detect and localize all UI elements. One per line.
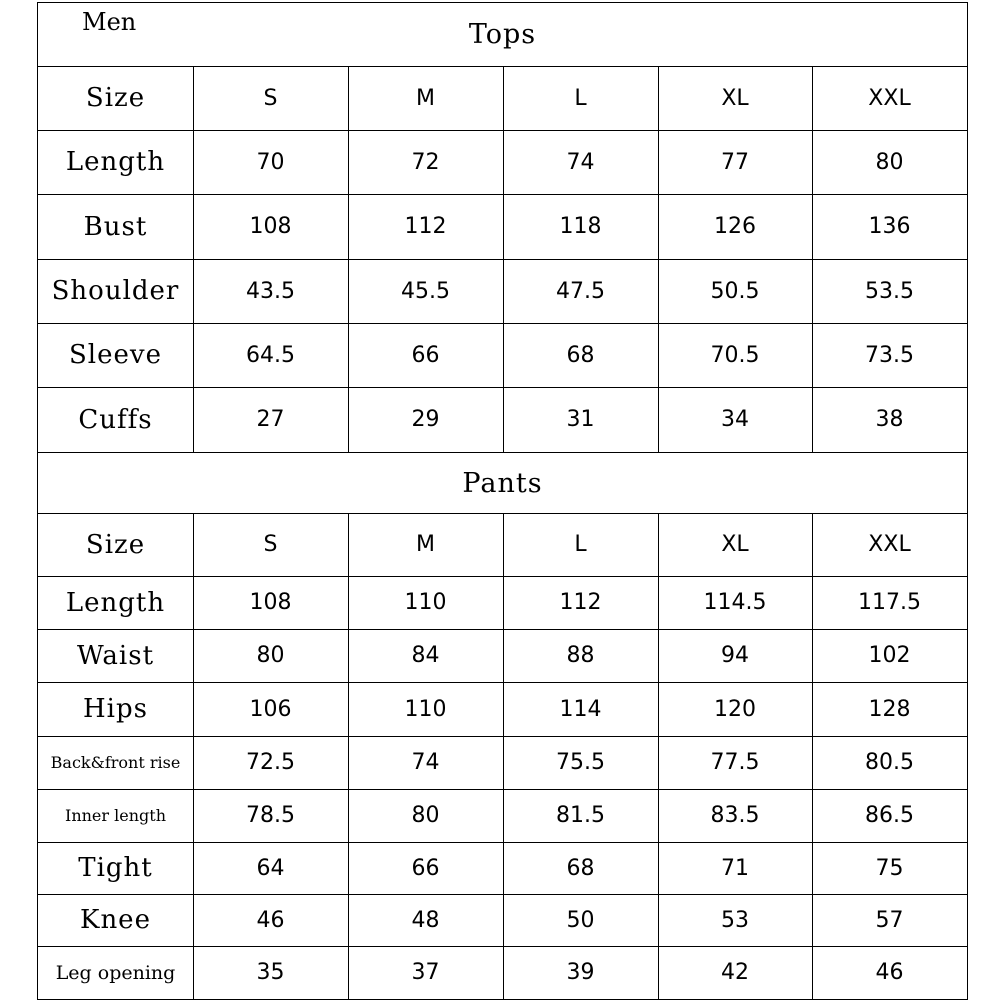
pants-cell: 80 bbox=[256, 643, 285, 668]
pants-cell: 112 bbox=[559, 590, 602, 615]
men-label: Men bbox=[82, 8, 137, 36]
pants-cell: 37 bbox=[411, 960, 440, 985]
tops-cell: 74 bbox=[566, 149, 595, 175]
column-divider bbox=[193, 66, 194, 452]
tops-cell: 45.5 bbox=[401, 278, 450, 304]
pants-cell: 110 bbox=[404, 696, 447, 722]
tops-size-xxl: XXL bbox=[868, 85, 911, 111]
tops-cell: 64.5 bbox=[246, 342, 295, 368]
pants-cell: 75.5 bbox=[556, 750, 605, 775]
tops-row-label: Length bbox=[65, 147, 166, 177]
pants-cell: 114 bbox=[559, 696, 602, 722]
tops-row-label: Shoulder bbox=[51, 276, 180, 306]
pants-cell: 57 bbox=[875, 907, 904, 933]
pants-cell: 80 bbox=[411, 803, 440, 828]
tops-cell: 70 bbox=[256, 149, 285, 175]
column-divider bbox=[503, 513, 504, 999]
size-chart bbox=[37, 2, 968, 1000]
tops-cell: 50.5 bbox=[710, 278, 760, 304]
pants-cell: 68 bbox=[566, 855, 595, 881]
pants-size-label: Size bbox=[85, 529, 146, 560]
pants-cell: 66 bbox=[411, 855, 440, 881]
pants-cell: 50 bbox=[566, 907, 595, 933]
column-divider bbox=[503, 66, 504, 452]
tops-cell: 53.5 bbox=[865, 278, 914, 304]
tops-cell: 29 bbox=[411, 407, 440, 432]
column-divider bbox=[348, 513, 349, 999]
pants-row-label: Knee bbox=[80, 905, 151, 935]
tops-cell: 66 bbox=[411, 342, 440, 368]
pants-size-xl: XL bbox=[721, 532, 749, 557]
pants-row-label: Waist bbox=[76, 640, 155, 671]
pants-cell: 46 bbox=[256, 907, 285, 933]
pants-cell: 53 bbox=[721, 907, 749, 933]
tops-cell: 27 bbox=[256, 407, 285, 432]
tops-cell: 136 bbox=[868, 214, 911, 239]
tops-cell: 77 bbox=[721, 149, 749, 175]
pants-cell: 72.5 bbox=[246, 750, 295, 775]
pants-cell: 108 bbox=[249, 590, 292, 615]
tops-size-xl: XL bbox=[721, 85, 749, 111]
pants-cell: 106 bbox=[249, 696, 292, 722]
pants-cell: 64 bbox=[256, 855, 285, 881]
pants-cell: 39 bbox=[566, 960, 595, 985]
tops-cell: 34 bbox=[721, 407, 749, 432]
tops-cell: 31 bbox=[566, 407, 595, 432]
pants-cell: 78.5 bbox=[246, 803, 295, 828]
tops-cell: 118 bbox=[559, 214, 602, 239]
pants-cell: 84 bbox=[411, 643, 440, 668]
pants-cell: 77.5 bbox=[710, 750, 760, 775]
pants-cell: 74 bbox=[411, 750, 440, 775]
column-divider bbox=[658, 66, 659, 452]
pants-cell: 114.5 bbox=[703, 590, 767, 615]
tops-cell: 38 bbox=[875, 407, 904, 432]
tops-cell: 68 bbox=[566, 342, 595, 368]
pants-cell: 94 bbox=[721, 643, 749, 668]
column-divider bbox=[658, 513, 659, 999]
column-divider bbox=[812, 66, 813, 452]
pants-cell: 46 bbox=[875, 960, 904, 985]
pants-row-label: Leg opening bbox=[55, 961, 176, 984]
pants-cell: 80.5 bbox=[865, 750, 914, 775]
pants-cell: 48 bbox=[411, 907, 440, 933]
column-divider bbox=[348, 66, 349, 452]
pants-size-l: L bbox=[574, 532, 587, 557]
pants-size-xxl: XXL bbox=[868, 532, 911, 557]
pants-cell: 110 bbox=[404, 590, 447, 615]
pants-cell: 120 bbox=[714, 696, 756, 722]
pants-cell: 102 bbox=[868, 643, 911, 668]
row-divider bbox=[38, 452, 967, 453]
tops-cell: 108 bbox=[249, 214, 292, 239]
tops-row-label: Sleeve bbox=[69, 340, 162, 370]
pants-cell: 71 bbox=[721, 855, 749, 881]
tops-cell: 126 bbox=[714, 214, 756, 239]
tops-size-label: Size bbox=[85, 83, 146, 113]
pants-row-label: Length bbox=[65, 587, 166, 618]
pants-cell: 117.5 bbox=[858, 590, 921, 615]
tops-cell: 72 bbox=[411, 149, 440, 175]
pants-row-label: Hips bbox=[83, 694, 148, 724]
tops-cell: 47.5 bbox=[556, 278, 605, 304]
pants-cell: 42 bbox=[721, 960, 749, 985]
pants-cell: 35 bbox=[256, 960, 285, 985]
tops-cell: 73.5 bbox=[865, 342, 914, 368]
tops-size-l: L bbox=[574, 85, 587, 111]
tops-cell: 112 bbox=[404, 214, 447, 239]
tops-row-label: Bust bbox=[83, 211, 148, 242]
tops-size-m: M bbox=[416, 85, 435, 111]
tops-cell: 43.5 bbox=[246, 278, 295, 304]
column-divider bbox=[812, 513, 813, 999]
pants-cell: 83.5 bbox=[710, 803, 760, 828]
column-divider bbox=[193, 513, 194, 999]
pants-cell: 75 bbox=[875, 855, 904, 881]
tops-cell: 70.5 bbox=[710, 342, 760, 368]
pants-size-m: M bbox=[416, 532, 435, 557]
pants-row-label: Tight bbox=[78, 853, 153, 883]
tops-row-label: Cuffs bbox=[78, 404, 153, 435]
pants-cell: 88 bbox=[566, 643, 595, 668]
pants-row-label: Inner length bbox=[65, 806, 166, 825]
pants-cell: 86.5 bbox=[865, 803, 914, 828]
tops-cell: 80 bbox=[875, 149, 904, 175]
pants-cell: 81.5 bbox=[556, 803, 605, 828]
pants-title: Pants bbox=[462, 467, 543, 499]
pants-cell: 128 bbox=[868, 696, 911, 722]
pants-row-label: Back&front rise bbox=[50, 753, 181, 772]
tops-size-s: S bbox=[263, 85, 278, 111]
pants-size-s: S bbox=[263, 532, 278, 557]
tops-title: Tops bbox=[468, 18, 537, 50]
